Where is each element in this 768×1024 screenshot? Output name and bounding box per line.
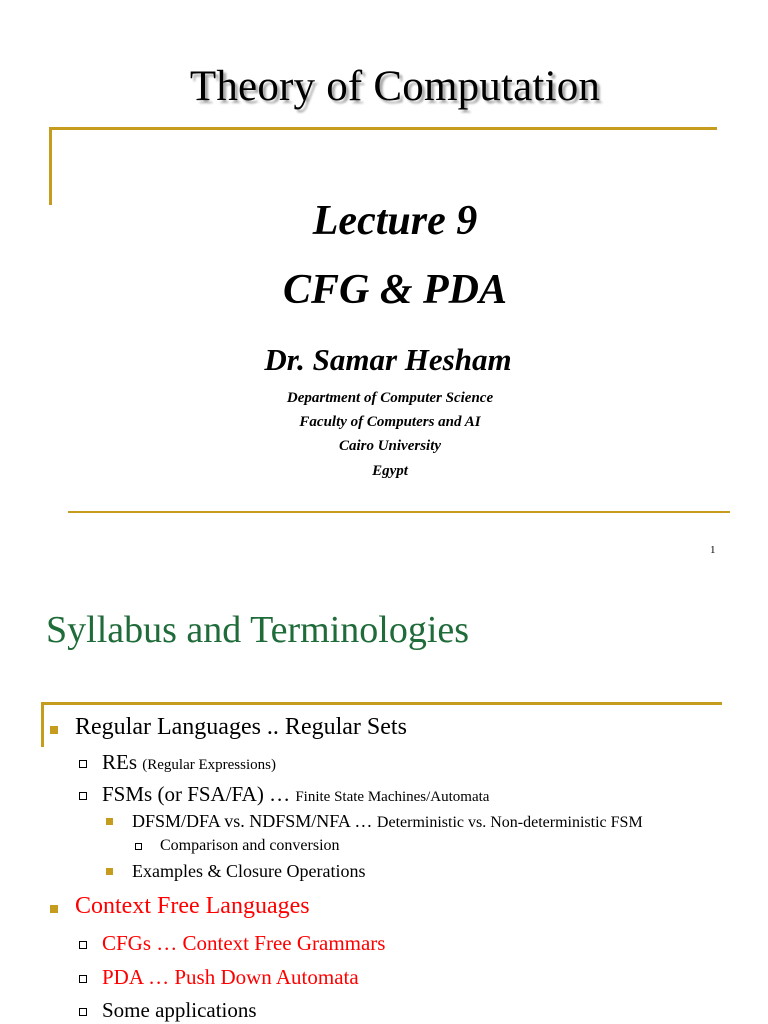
list-item bbox=[102, 931, 385, 956]
list-item-detail: (Regular Expressions) bbox=[142, 757, 276, 773]
list-item bbox=[102, 782, 489, 807]
list-item-detail: Deterministic vs. Non-deterministic FSM bbox=[376, 814, 643, 831]
list-item-text: DFSM/DFA vs. NDFSM/NFA … bbox=[132, 811, 373, 831]
square-bullet-icon bbox=[50, 905, 58, 913]
square-bullet-icon bbox=[106, 818, 113, 825]
square-bullet-icon bbox=[50, 726, 58, 734]
list-item bbox=[160, 837, 340, 855]
list-item-text: Context Free Languages bbox=[75, 893, 310, 919]
list-item-text: FSMs (or FSA/FA) … bbox=[102, 782, 291, 806]
affiliation-university: Cairo University bbox=[338, 438, 442, 454]
list-item bbox=[75, 714, 407, 741]
list-item-text: Some applications bbox=[102, 998, 257, 1022]
list-item bbox=[132, 861, 365, 882]
lecture-topic: CFG & PDA bbox=[282, 267, 508, 313]
slide-title: Syllabus and Terminologies bbox=[46, 609, 470, 651]
title-divider-vertical bbox=[49, 127, 52, 205]
page-number: 1 bbox=[710, 544, 716, 556]
list-item bbox=[75, 893, 310, 920]
square-bullet-icon bbox=[106, 868, 113, 875]
affiliation-country: Egypt bbox=[372, 463, 408, 479]
list-item bbox=[132, 811, 643, 832]
affiliation-department: Department of Computer Science bbox=[286, 390, 494, 406]
hollow-square-bullet-icon bbox=[79, 792, 87, 800]
list-item-text: REs bbox=[102, 750, 138, 774]
hollow-square-bullet-icon bbox=[135, 843, 142, 850]
lecture-number: Lecture 9 bbox=[312, 198, 478, 244]
list-item bbox=[102, 750, 276, 775]
list-item-detail: Finite State Machines/Automata bbox=[295, 789, 490, 805]
list-item-text: CFGs … Context Free Grammars bbox=[102, 931, 386, 955]
hollow-square-bullet-icon bbox=[79, 1008, 87, 1016]
list-item-text: Comparison and conversion bbox=[160, 837, 340, 854]
hollow-square-bullet-icon bbox=[79, 941, 87, 949]
title-divider-vertical bbox=[41, 702, 44, 747]
slide-bottom-rule bbox=[68, 511, 730, 513]
list-item-text: PDA … Push Down Automata bbox=[102, 965, 359, 989]
title-divider-horizontal bbox=[42, 702, 722, 705]
hollow-square-bullet-icon bbox=[79, 975, 87, 983]
list-item bbox=[102, 965, 359, 990]
list-item-text: Regular Languages .. Regular Sets bbox=[75, 714, 407, 740]
list-item-text: Examples & Closure Operations bbox=[132, 861, 366, 881]
affiliation-faculty: Faculty of Computers and AI bbox=[299, 414, 481, 430]
slide-title: Theory of Computation bbox=[189, 63, 601, 110]
list-item bbox=[102, 998, 257, 1023]
hollow-square-bullet-icon bbox=[79, 760, 87, 768]
author-name: Dr. Samar Hesham bbox=[264, 342, 512, 377]
title-divider-horizontal bbox=[50, 127, 717, 130]
